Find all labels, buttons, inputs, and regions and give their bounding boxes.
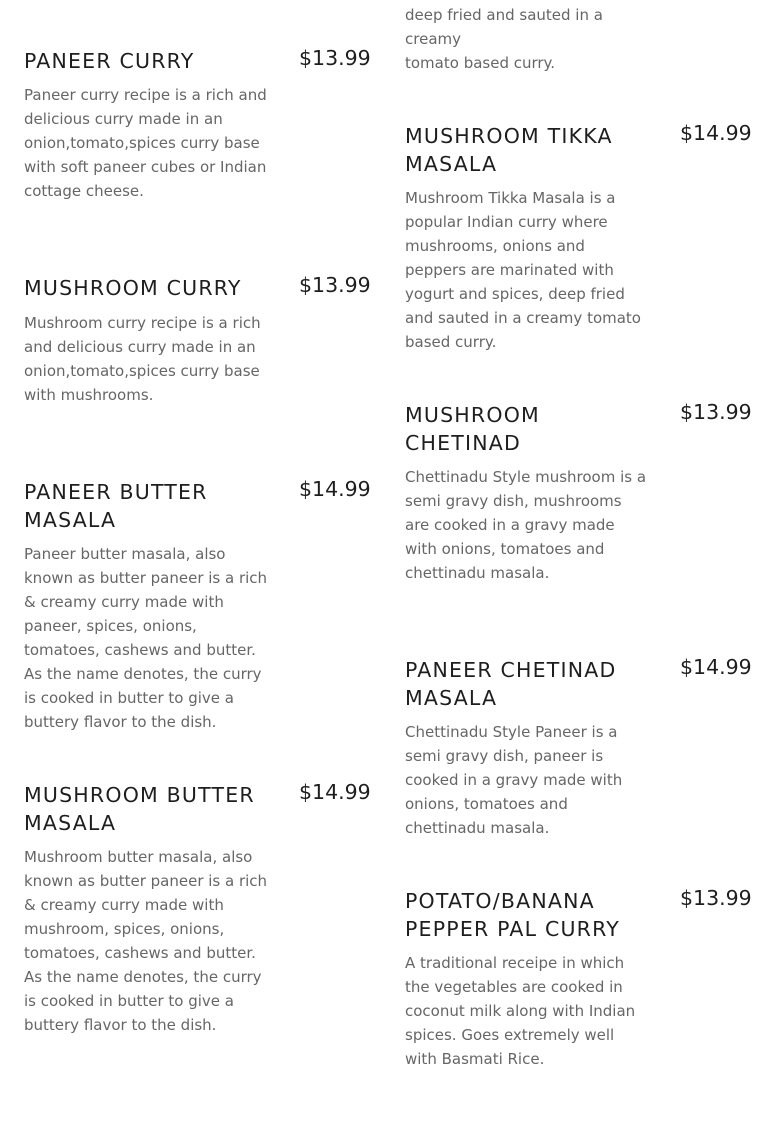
item-price: $13.99 — [680, 400, 752, 424]
item-name: POTATO/BANANA PEPPER PAL CURRY — [405, 889, 620, 941]
item-description: Chettinadu Style mushroom is a semi gravy dish, mushrooms are cooked in a gravy made with onions, tomatoes and chettinadu masala. — [405, 468, 647, 582]
item-price: $13.99 — [680, 886, 752, 910]
continued-description-line: tomato based curry. — [405, 54, 556, 72]
item-description: Mushroom curry recipe is a rich and delicious curry made in an onion,tomato,spices curry base with mushrooms. — [24, 314, 261, 404]
item-description: Chettinadu Style Paneer is a semi gravy dish, paneer is cooked in a gravy made with onions, tomatoes and chettinadu masala. — [405, 723, 623, 837]
item-price: $13.99 — [299, 46, 371, 70]
item-price: $14.99 — [680, 655, 752, 679]
item-price: $14.99 — [299, 780, 371, 804]
item-price: $14.99 — [680, 121, 752, 145]
item-name: MUSHROOM CURRY — [24, 276, 242, 300]
item-description: Paneer curry recipe is a rich and delicious curry made in an onion,tomato,spices curry base with soft paneer cubes or Indian cottage cheese. — [24, 86, 267, 200]
item-description: Paneer butter masala, also known as butter paneer is a rich & creamy curry made with paneer, spices, onions, tomatoes, cashews and butter. As the name denotes, the curry is cooked in butter to give a buttery flavor to the dish. — [24, 545, 268, 731]
item-description: A traditional receipe in which the vegetables are cooked in coconut milk along with Indian spices. Goes extremely well with Basmati Rice. — [405, 954, 636, 1068]
item-price: $14.99 — [299, 477, 371, 501]
continued-description — [405, 3, 655, 75]
continued-description-line: deep fried and sauted in a creamy — [405, 6, 603, 48]
item-name: MUSHROOM BUTTER MASALA — [24, 783, 255, 835]
item-description: Mushroom butter masala, also known as butter paneer is a rich & creamy curry made with mushroom, spices, onions, tomatoes, cashews and butter. As the name denotes, the curry is cooked in butter to give a buttery flavor to the dish. — [24, 848, 268, 1034]
item-name: PANEER CHETINAD MASALA — [405, 658, 617, 710]
item-description: Mushroom Tikka Masala is a popular Indian curry where mushrooms, onions and peppers are marinated with yogurt and spices, deep fried and sauted in a creamy tomato based curry. — [405, 189, 641, 351]
item-name: PANEER CURRY — [24, 49, 195, 73]
item-price: $13.99 — [299, 273, 371, 297]
item-name: MUSHROOM TIKKA MASALA — [405, 124, 613, 176]
item-name: MUSHROOM CHETINAD — [405, 403, 540, 455]
item-name: PANEER BUTTER MASALA — [24, 480, 208, 532]
